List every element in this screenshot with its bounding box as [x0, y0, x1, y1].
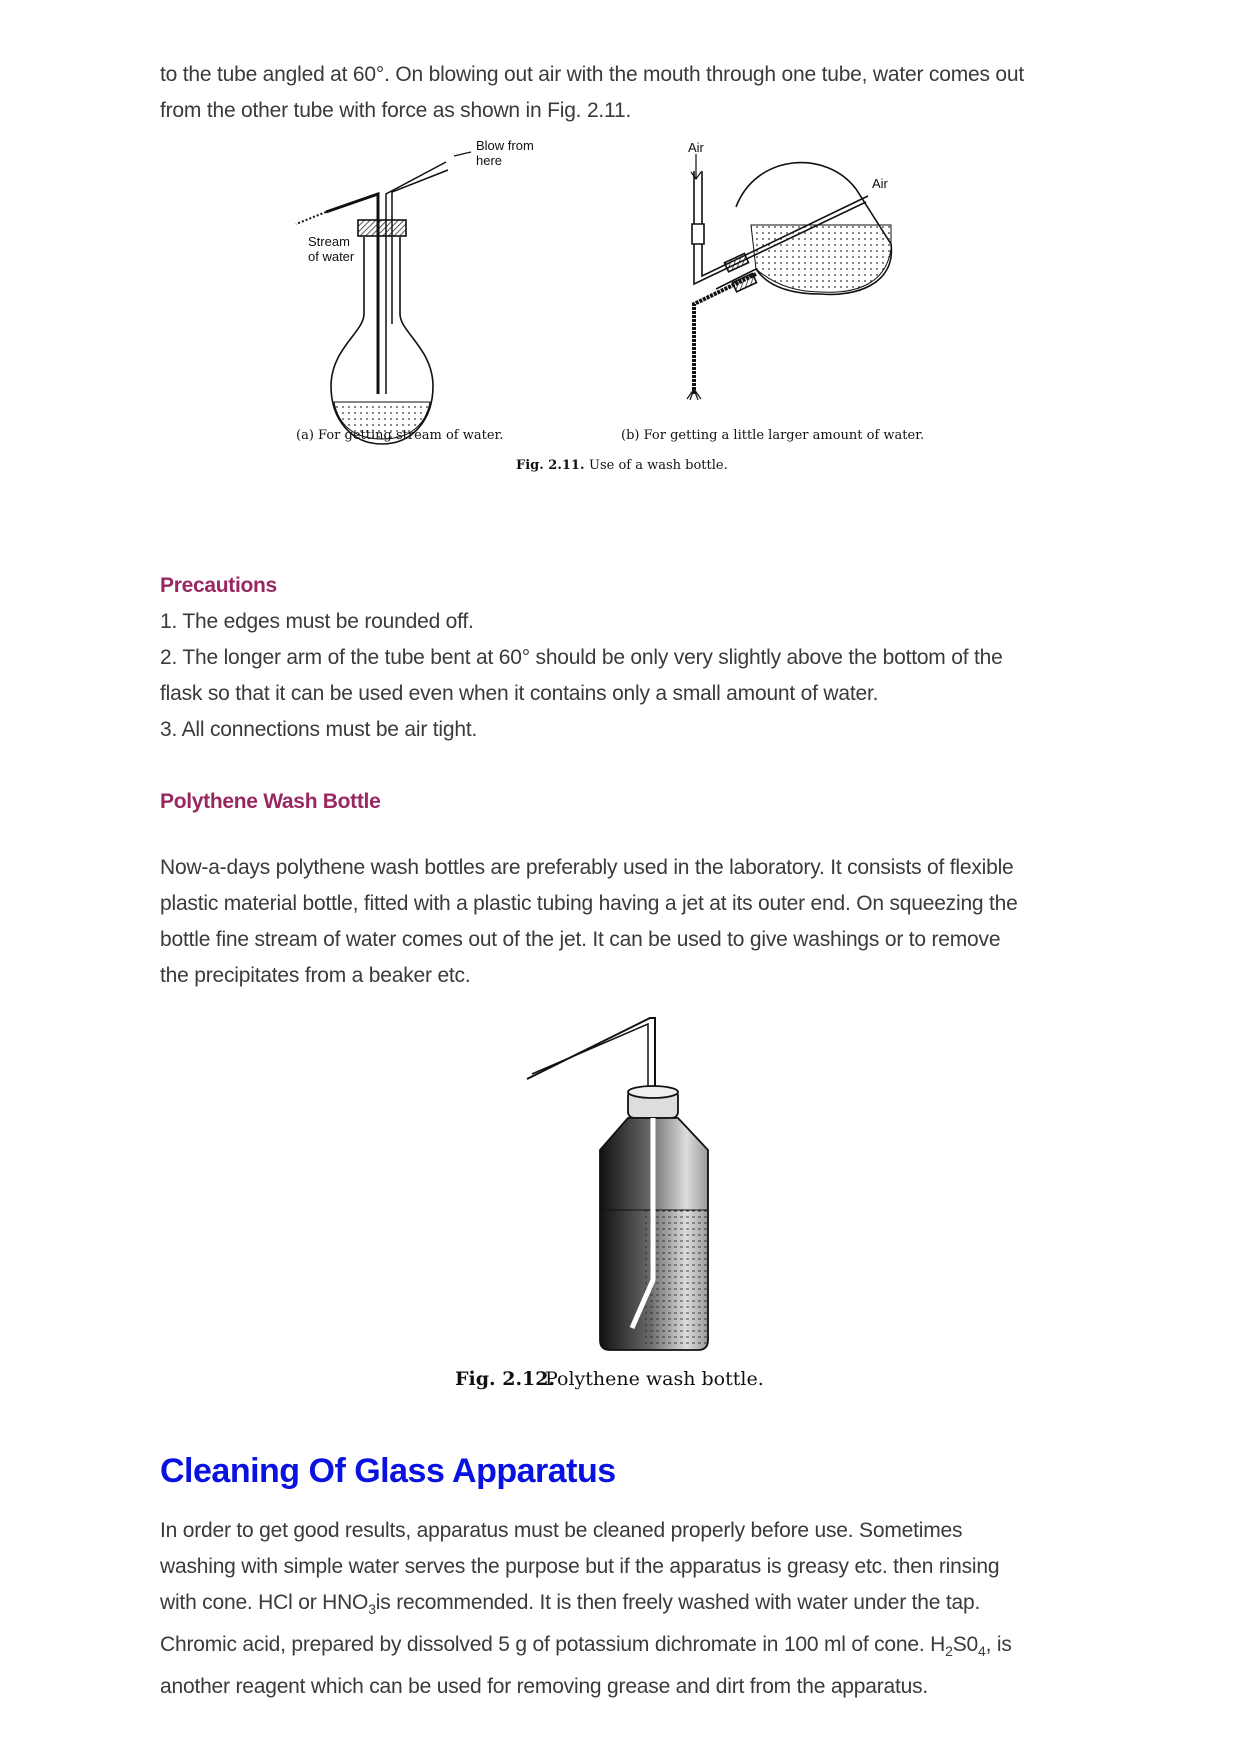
figure-number: Fig. 2.12. [455, 1368, 556, 1390]
cleaning-line: In order to get good results, apparatus must be cleaned properly before use. Sometimes [160, 1519, 963, 1542]
figure-caption: Polythene wash bottle. [545, 1368, 764, 1390]
polythene-bottle-drawing [527, 1018, 708, 1350]
cleaning-line [160, 1585, 1100, 1627]
round-flask-drawing [296, 152, 471, 444]
tilted-flask-drawing [687, 154, 891, 400]
cleaning-section [160, 1452, 1100, 1705]
text: Chromic acid, prepared by dissolved 5 g of potassium dichromate in 100 ml of cone. H [160, 1633, 946, 1657]
text: S0 [952, 1633, 978, 1657]
text: with cone. HCl or HNO [160, 1591, 369, 1614]
cleaning-heading: Cleaning Of Glass Apparatus [160, 1452, 616, 1490]
precaution-item: 1. The edges must be rounded off. [160, 610, 474, 633]
label-blow-from: Blow from [476, 138, 534, 153]
polythene-line: the precipitates from a beaker etc. [160, 964, 471, 987]
precautions-heading: Precautions [160, 574, 277, 597]
precaution-item: flask so that it can be used even when it contains only a small amount of water. [160, 682, 879, 705]
polythene-line: Now-a-days polythene wash bottles are preferably used in the laboratory. It consists of flexible [160, 856, 1014, 879]
cleaning-line [160, 1627, 1100, 1669]
polythene-line: bottle fine stream of water comes out of the jet. It can be used to give washings or to remove [160, 928, 1001, 951]
caption-a: (a) For getting stream of water. [296, 428, 504, 443]
figure-2-12 [440, 1010, 810, 1395]
polythene-heading: Polythene Wash Bottle [160, 790, 381, 813]
label-air-top: Air [688, 140, 704, 155]
precautions-section [160, 574, 1100, 748]
subscript: 2 [945, 1643, 953, 1660]
label-here: here [476, 153, 503, 168]
polythene-section [160, 790, 1100, 994]
subscript: 4 [978, 1643, 986, 1660]
figure-2-11 [286, 134, 956, 504]
caption-b: (b) For getting a little larger amount of water. [621, 428, 925, 443]
figure-number: Fig. 2.11. [516, 458, 585, 473]
cleaning-line: another reagent which can be used for removing grease and dirt from the apparatus. [160, 1675, 929, 1699]
intro-line: to the tube angled at 60°. On blowing out air with the mouth through one tube, water comes out [160, 63, 1024, 86]
label-of-water: of water [308, 249, 355, 264]
text: is recommended. It is then freely washed with water under the tap. [375, 1591, 981, 1614]
precaution-item: 3. All connections must be air tight. [160, 718, 478, 741]
polythene-line: plastic material bottle, fitted with a plastic tubing having a jet at its outer end. On squeezing the [160, 892, 1018, 915]
precaution-item: 2. The longer arm of the tube bent at 60° should be only very slightly above the bottom of the [160, 646, 1003, 669]
label-air-flask: Air [872, 176, 888, 191]
intro-paragraph [160, 57, 1100, 129]
intro-line: from the other tube with force as shown in Fig. 2.11. [160, 99, 632, 122]
subscript: 3 [368, 1601, 376, 1618]
text: , is [985, 1633, 1012, 1657]
label-stream: Stream [308, 234, 350, 249]
cleaning-line: washing with simple water serves the purpose but if the apparatus is greasy etc. then rinsing [160, 1555, 1000, 1578]
figure-caption: Use of a wash bottle. [589, 458, 728, 473]
